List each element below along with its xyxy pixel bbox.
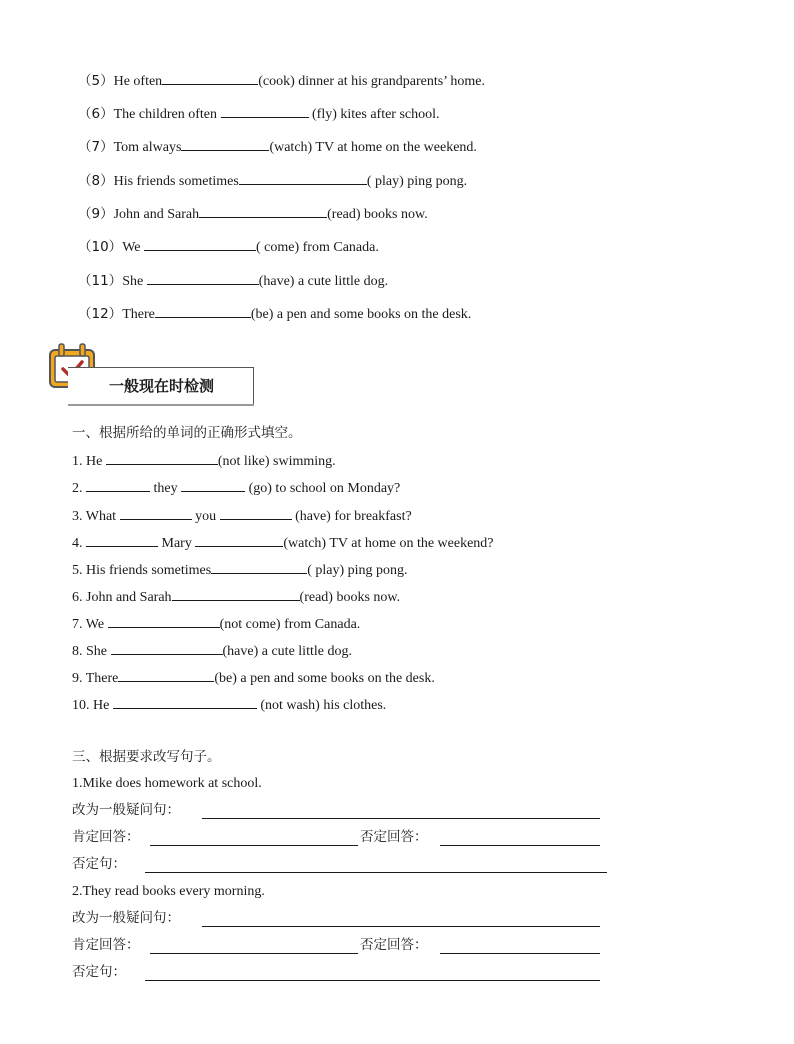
answer-blank[interactable] (147, 270, 259, 285)
answer-line[interactable] (202, 818, 600, 819)
item-suffix: (have) a cute little dog. (222, 644, 352, 659)
item-prefix: 1. He (72, 454, 106, 469)
exercise-prefix: Tom always (113, 140, 182, 155)
exercise-suffix: (watch) TV at home on the weekend. (269, 140, 477, 155)
item-prefix: 3. What (72, 509, 120, 524)
exercise-number: （8） (78, 173, 114, 189)
part1-heading: 一、根据所给的单词的正确形式填空。 (72, 425, 302, 441)
exercise-line (78, 270, 388, 291)
item-suffix: (not like) swimming. (217, 454, 336, 469)
item-suffix: (not wash) his clothes. (256, 698, 387, 713)
exercise-prefix: There (122, 307, 155, 322)
item-suffix: (have) for breakfast? (291, 509, 412, 524)
part3-heading: 三、根据要求改写句子。 (72, 749, 221, 765)
item-suffix: ( play) ping pong. (307, 563, 408, 578)
exercise-line (78, 70, 485, 91)
answer-blank[interactable] (221, 103, 309, 118)
exercise-line (78, 170, 467, 191)
item-suffix: (be) a pen and some books on the desk. (214, 671, 435, 686)
item-prefix: 4. (72, 536, 86, 551)
answer-blank[interactable] (181, 477, 245, 492)
exercise-number: （9） (78, 206, 114, 222)
answer-line[interactable] (150, 845, 358, 846)
answer-blank[interactable] (113, 694, 257, 709)
exercise-line (78, 136, 477, 157)
fill-in-item (72, 559, 408, 580)
answer-line[interactable] (145, 872, 607, 873)
exercise-line (78, 103, 440, 124)
negative-label: 否定句： (72, 856, 126, 872)
yes-answer-label: 肯定回答： (72, 937, 140, 953)
answer-blank[interactable] (220, 505, 292, 520)
answer-blank[interactable] (111, 640, 223, 655)
answer-blank[interactable] (108, 613, 220, 628)
answer-blank[interactable] (144, 236, 256, 251)
answer-blank[interactable] (162, 70, 258, 85)
exercise-line (78, 203, 428, 224)
rewrite-sentence: 1.Mike does homework at school. (72, 776, 262, 791)
fill-in-item (72, 586, 400, 607)
item-prefix: 10. He (72, 698, 113, 713)
exercise-prefix: She (122, 274, 147, 289)
answer-blank[interactable] (199, 203, 327, 218)
item-prefix: 2. (72, 481, 86, 496)
fill-in-item (72, 450, 336, 471)
fill-in-item (72, 640, 352, 661)
exercise-number: （10） (78, 239, 123, 255)
answer-line[interactable] (440, 953, 600, 954)
exercise-prefix: The children often (113, 107, 221, 122)
fill-in-item (72, 667, 435, 688)
fill-in-item (72, 477, 400, 498)
item-middle: you (191, 509, 220, 524)
answer-blank[interactable] (86, 532, 158, 547)
answer-blank[interactable] (181, 136, 269, 151)
section-title: 一般现在时检测 (109, 377, 215, 395)
yes-answer-label: 肯定回答： (72, 829, 140, 845)
item-suffix: (go) to school on Monday? (245, 481, 401, 496)
item-middle: Mary (158, 536, 196, 551)
answer-line[interactable] (202, 926, 600, 927)
exercise-number: （11） (78, 273, 123, 289)
item-prefix: 5. His friends sometimes (72, 563, 212, 578)
answer-line[interactable] (145, 980, 600, 981)
item-prefix: 6. John and Sarah (72, 590, 172, 605)
rewrite-sentence: 2.They read books every morning. (72, 884, 265, 899)
answer-blank[interactable] (239, 170, 367, 185)
answer-blank[interactable] (211, 559, 307, 574)
item-suffix: (read) books now. (299, 590, 401, 605)
question-label: 改为一般疑问句： (72, 910, 180, 926)
item-middle: they (150, 481, 182, 496)
exercise-suffix: (read) books now. (327, 207, 428, 222)
no-answer-label: 否定回答： (360, 937, 428, 953)
exercise-suffix: (cook) dinner at his grandparents’ home. (258, 74, 485, 89)
fill-in-item (72, 694, 386, 715)
answer-blank[interactable] (120, 505, 192, 520)
no-answer-label: 否定回答： (360, 829, 428, 845)
answer-blank[interactable] (86, 477, 150, 492)
item-suffix: (watch) TV at home on the weekend? (283, 536, 494, 551)
item-suffix: (not come) from Canada. (219, 617, 361, 632)
question-label: 改为一般疑问句： (72, 802, 180, 818)
answer-line[interactable] (440, 845, 600, 846)
exercise-prefix: He often (113, 74, 163, 89)
answer-blank[interactable] (155, 303, 251, 318)
exercise-prefix: We (122, 240, 144, 255)
exercise-prefix: John and Sarah (113, 207, 200, 222)
item-prefix: 9. There (72, 671, 119, 686)
exercise-suffix: (have) a cute little dog. (258, 274, 389, 289)
section-header-shadow (68, 404, 254, 406)
answer-blank[interactable] (118, 667, 214, 682)
exercise-number: （7） (78, 139, 114, 155)
exercise-suffix: (fly) kites after school. (308, 107, 440, 122)
exercise-line (78, 303, 471, 324)
exercise-suffix: (be) a pen and some books on the desk. (250, 307, 472, 322)
exercise-prefix: His friends sometimes (113, 174, 239, 189)
exercise-suffix: ( come) from Canada. (256, 240, 379, 255)
fill-in-item (72, 613, 360, 634)
exercise-suffix: ( play) ping pong. (366, 174, 468, 189)
exercise-number: （5） (78, 73, 114, 89)
exercise-number: （12） (78, 306, 123, 322)
fill-in-item (72, 505, 412, 526)
answer-line[interactable] (150, 953, 358, 954)
exercise-line (78, 236, 379, 257)
answer-blank[interactable] (106, 450, 218, 465)
item-prefix: 7. We (72, 617, 108, 632)
fill-in-item (72, 532, 494, 553)
negative-label: 否定句： (72, 964, 126, 980)
item-prefix: 8. She (72, 644, 111, 659)
answer-blank[interactable] (195, 532, 283, 547)
answer-blank[interactable] (172, 586, 300, 601)
exercise-number: （6） (78, 106, 114, 122)
